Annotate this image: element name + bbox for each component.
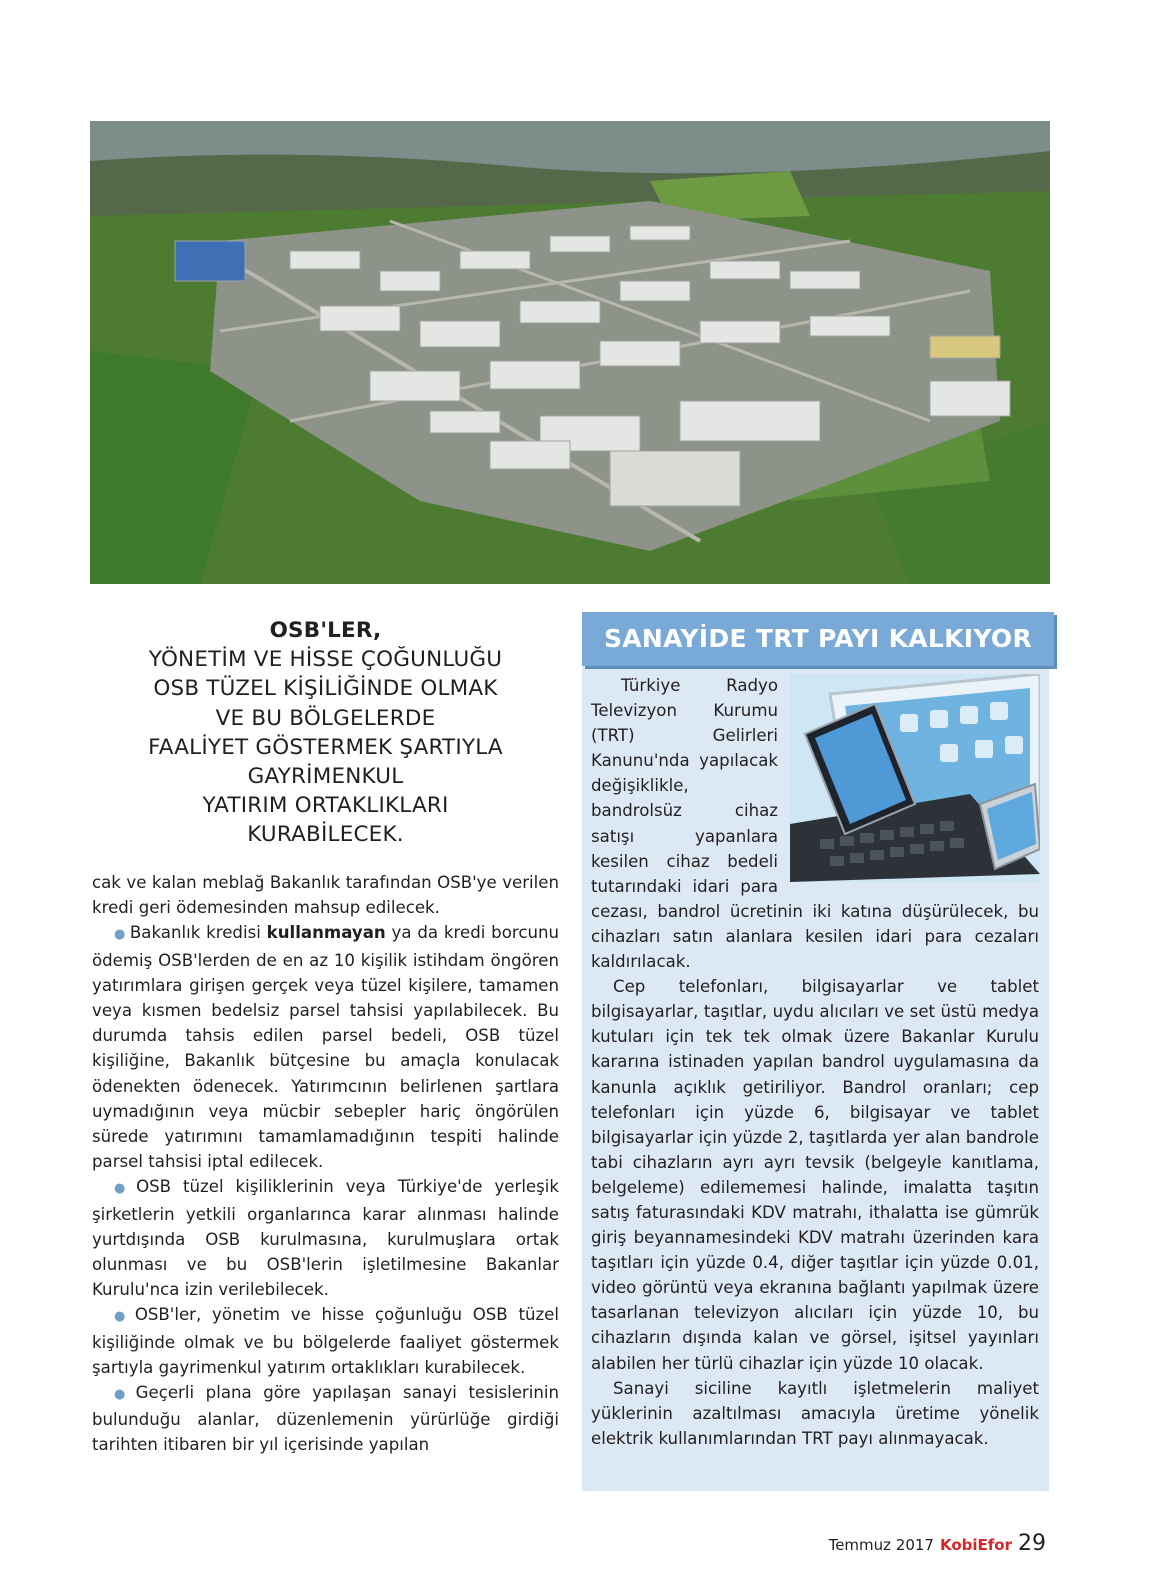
bullet-paragraph (92, 1174, 559, 1302)
pull-quote-line: FAALİYET GÖSTERMEK ŞARTIYLA (148, 734, 503, 760)
paragraph-bold-text: kullanmayan (266, 923, 386, 943)
bullet-paragraph (92, 1302, 559, 1380)
paragraph-text: Bakanlık kredisi (129, 923, 267, 943)
paragraph-text: OSB tüzel kişiliklerinin veya Türkiye'de yerleşik şirketlerin yetkili organlarınca karar alınması halinde yurtdışında OSB kurulmasına, kurulmuşlara ortak olunması ve bu OSB'lerin işletilmesine Bakanlar Kurulu'nca izin verilebilecek. (92, 1177, 560, 1300)
page-number: 29 (1018, 1531, 1046, 1556)
paragraph-text: ya da kredi borcunu ödemiş OSB'lerden de en az 10 kişilik istihdam öngören yatırımlara girişen gerçek veya tüzel kişilere, tamamen veya kısmen bedelsiz parsel tahsisi yapılabilecek. Bu durumda tahsis edilen parsel bedeli, OSB tüzel kişiliğine, Bakanlık bütçesine bu amaçla konulacak ödenekten ödenecek. Yatırımcının belirlenen şartlara uymadığının veya mücbir sebepler hariç öngörülen sürede yatırımını tamamlamadığının tespiti halinde parsel tahsisi iptal edilecek. (92, 923, 560, 1172)
sidebar-paragraph: Cep telefonları, bilgisayarlar ve tablet bilgisayarlar, taşıtlar, uydu alıcıları ve set üstü medya kutuları için tek tek olmak üzere Bakanlar Kurulu kararına istinaden yapılan bandrol uygulamasına da kanunla açıklık getiriliyor. Bandrol oranları; cep telefonları için yüzde 6, bilgisayar ve tablet bilgisayarlar için yüzde 2, taşıtlarda yer alan bandrole tabi cihazların ayrı ayrı tevsik (belgeyle kanıtlama, belgeleme) edilememesi halinde, imalatta taşıtın satış faturasındaki KDV matrahı, ithalatta ise gümrük giriş beyannamesindeki KDV matrahı üzerinden kara taşıtları için yüzde 0.4, diğer taşıtlar için yüzde 0.01, video görüntü veya ekranına bağlantı yapılmak üzere tasarlanan televizyon alıcıları için yüzde 10, bu cihazların dışında kalan ve görsel, işitsel yayınları alabilen her türlü cihazlar için yüzde 10 olacak. (591, 977, 1039, 1373)
left-column-body (92, 870, 559, 1458)
tablet-smartphone-photo (790, 674, 1040, 882)
pull-quote-line: GAYRİMENKUL (247, 764, 404, 790)
issue-date: Temmuz 2017 (828, 1536, 934, 1554)
paragraph-text: OSB'ler, yönetim ve hisse çoğunluğu OSB tüzel kişiliğinde olmak ve bu bölgelerde faaliyet göstermek şartıyla gayrimenkul yatırım ortaklıkları kurabilecek. (92, 1305, 559, 1377)
pull-quote-line: KURABİLECEK. (247, 822, 404, 848)
bullet-dot-icon: ● (114, 927, 126, 943)
pull-quote-heading: OSB'LER, (269, 618, 382, 643)
sidebar-paragraph: Sanayi siciline kayıtlı işletmelerin maliyet yüklerinin azaltılması amacıyla üretime yönelik elektrik kullanımlarından TRT payı alınmayacak. (591, 1378, 1039, 1448)
aerial-industrial-zone-photo (90, 121, 1050, 584)
sidebar-box (582, 612, 1049, 1491)
page-footer (829, 1531, 1046, 1561)
paragraph: cak ve kalan meblağ Bakanlık tarafından OSB'ye verilen kredi geri ödemesinden mahsup edilecek. (92, 873, 559, 918)
sidebar-paragraph: Türkiye Radyo Televizyon Kurumu (TRT) Gelirleri Kanunu'nda yapılacak değişiklikle, bandrolsüz cihaz satışı yapanlara kesilen cihaz bedeli tutarındaki idari para cezası, bandrol ücretinin iki katına düşürülecek, bu cihazları satın alanlara kesilen idari para cezaları kaldırılacak. (591, 676, 1039, 972)
bullet-dot-icon: ● (114, 1387, 132, 1403)
paragraph-text: Geçerli plana göre yapılaşan sanayi tesislerinin bulunduğu alanlar, düzenlemenin yürürlüğe girdiği tarihten itibaren bir yıl içerisinde yapılan (92, 1383, 560, 1455)
bullet-paragraph (92, 1380, 559, 1458)
bullet-dot-icon: ● (114, 1181, 133, 1197)
sidebar-title: SANAYİDE TRT PAYI KALKIYOR (582, 612, 1054, 666)
tablet-smartphone-illustration (790, 674, 1040, 882)
pull-quote-line: YATIRIM ORTAKLIKLARI (202, 793, 449, 819)
bullet-paragraph (92, 920, 559, 1174)
magazine-brand: KobiEfor (939, 1536, 1012, 1554)
bullet-dot-icon: ● (114, 1309, 131, 1325)
pull-quote (92, 616, 559, 850)
hero-aerial-photo (90, 121, 1050, 584)
sidebar-body (591, 673, 1039, 1451)
pull-quote-line: OSB TÜZEL KİŞİLİĞİNDE OLMAK (153, 676, 498, 702)
pull-quote-line: VE BU BÖLGELERDE (215, 705, 436, 731)
pull-quote-line: YÖNETİM VE HİSSE ÇOĞUNLUĞU (148, 647, 503, 673)
